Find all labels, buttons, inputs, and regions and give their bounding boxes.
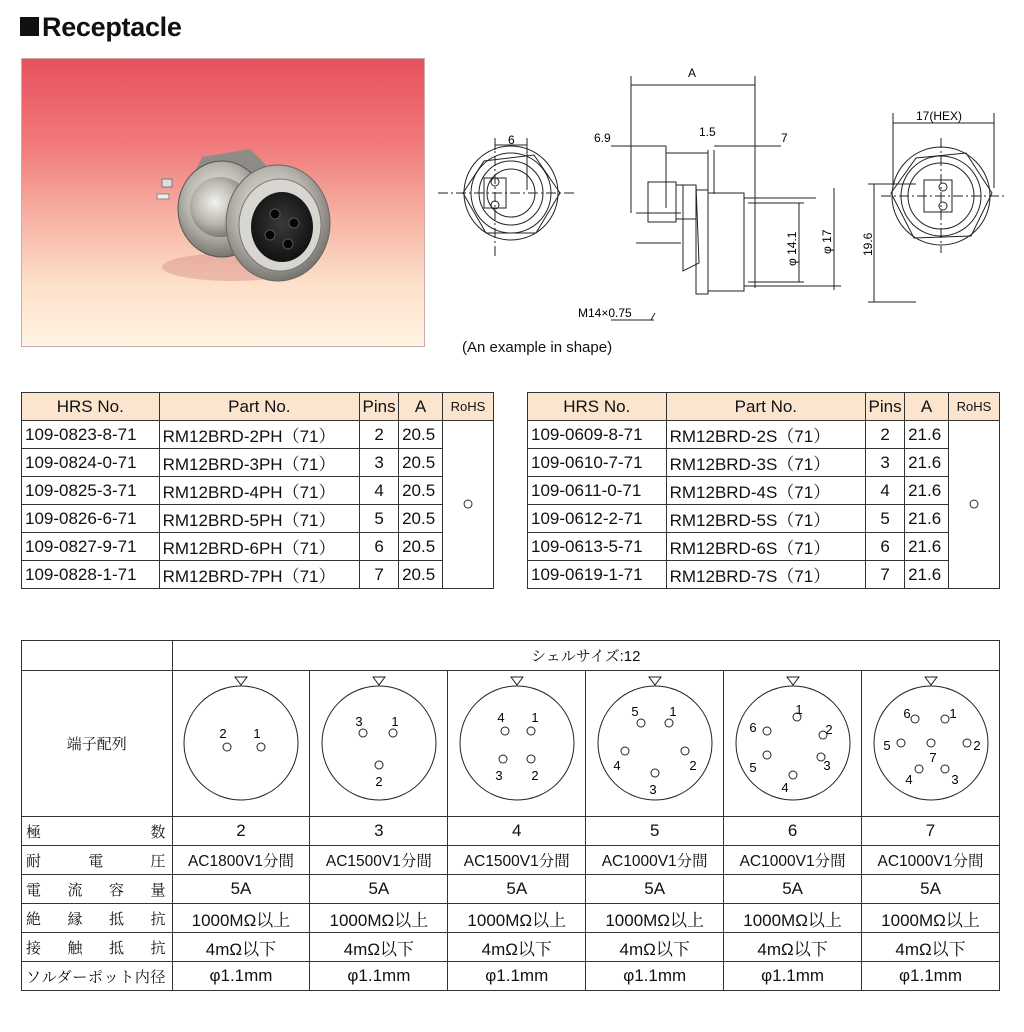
pin-contact (637, 719, 645, 727)
pin-contact (223, 743, 231, 751)
spec-value-cell: 4mΩ以下 (586, 933, 724, 962)
dim-a-label: A (688, 66, 697, 80)
pin-number-label: 2 (219, 726, 227, 741)
table-row (528, 533, 1000, 561)
shell-outline (736, 686, 850, 800)
dim-a-cell: 21.6 (905, 449, 949, 477)
spec-value-cell: 2 (172, 817, 310, 846)
pin-layout-diagram (725, 671, 861, 811)
pin-layout-cell (448, 671, 586, 817)
table-row (22, 421, 494, 449)
plug-part-table (21, 392, 494, 589)
pins-cell: 4 (866, 477, 905, 505)
dim-a-cell: 20.5 (399, 449, 443, 477)
pin-contact (389, 729, 397, 737)
part-no-cell: RM12BRD-3S（71） (666, 449, 866, 477)
spec-row-label: ソルダーポット内径 (22, 962, 173, 991)
pin-contact (499, 755, 507, 763)
pin-number-label: 5 (748, 760, 757, 775)
key-mark-icon (373, 677, 385, 685)
spec-value-cell: 5A (448, 875, 586, 904)
hrs-no-cell: 109-0825-3-71 (22, 477, 160, 505)
spec-row (22, 817, 1000, 846)
hex-front-view (463, 155, 560, 233)
spec-value-cell: φ1.1mm (862, 962, 1000, 991)
key-mark-icon (925, 677, 937, 685)
receptacle-image (22, 59, 424, 346)
dim-6-9-label: 6.9 (594, 131, 611, 145)
spec-value-cell: 5A (310, 875, 448, 904)
pin-contact (789, 771, 797, 779)
dim-a-cell: 20.5 (399, 561, 443, 589)
pin-number-label: 1 (391, 714, 399, 729)
pin-layout-cell (862, 671, 1000, 817)
rohs-compliant-mark: ○ (443, 421, 494, 589)
spec-value-cell: 7 (862, 817, 1000, 846)
key-mark-icon (787, 677, 799, 685)
pin-number-label: 5 (631, 704, 639, 719)
table-row (22, 505, 494, 533)
pin-number-label: 7 (928, 750, 937, 765)
pins-cell: 6 (866, 533, 905, 561)
spec-value-cell: 5A (172, 875, 310, 904)
header-hrs-no: HRS No. (22, 393, 160, 421)
pin-number-label: 2 (375, 774, 383, 789)
header-part-no: Part No. (666, 393, 866, 421)
table-row (528, 449, 1000, 477)
pin-number-label: 2 (972, 738, 981, 753)
pin-number-label: 1 (948, 706, 957, 721)
shell-outline (460, 686, 574, 800)
dim-a-cell: 21.6 (905, 533, 949, 561)
pin-number-label: 1 (669, 704, 677, 719)
dim-hex-label: 17(HEX) (916, 109, 963, 123)
spec-value-cell: 1000MΩ以上 (172, 904, 310, 933)
dim-a-cell: 20.5 (399, 421, 443, 449)
pin-number-label: 1 (253, 726, 261, 741)
pin-contact (681, 747, 689, 755)
header-part-no: Part No. (159, 393, 360, 421)
spec-value-cell: 5A (586, 875, 724, 904)
part-no-cell: RM12BRD-7S（71） (666, 561, 866, 589)
pins-cell: 3 (866, 449, 905, 477)
pins-cell: 5 (360, 505, 399, 533)
spec-value-cell: 5A (862, 875, 1000, 904)
spec-value-cell: 3 (310, 817, 448, 846)
dim-a-cell: 20.5 (399, 477, 443, 505)
hrs-no-cell: 109-0609-8-71 (528, 421, 667, 449)
dim-a-cell: 20.5 (399, 505, 443, 533)
pin-contact (963, 739, 971, 747)
pin-contact (665, 719, 673, 727)
hrs-no-cell: 109-0826-6-71 (22, 505, 160, 533)
part-no-cell: RM12BRD-3PH（71） (159, 449, 360, 477)
spec-value-cell: 5 (586, 817, 724, 846)
pin-number-label: 1 (794, 702, 803, 717)
dim-6-label: 6 (508, 133, 515, 147)
table-row (22, 561, 494, 589)
spec-value-cell: 1000MΩ以上 (448, 904, 586, 933)
header-rohs: RoHS (443, 393, 494, 421)
pin-layout-diagram (863, 671, 999, 811)
spec-value-cell: 4mΩ以下 (862, 933, 1000, 962)
pin-number-label: 4 (904, 772, 913, 787)
header-pins: Pins (866, 393, 905, 421)
spec-value-cell: φ1.1mm (586, 962, 724, 991)
hrs-no-cell: 109-0824-0-71 (22, 449, 160, 477)
hrs-no-cell: 109-0828-1-71 (22, 561, 160, 589)
pin-layout-label: 端子配列 (22, 671, 173, 817)
spec-row (22, 933, 1000, 962)
drawing-caption: (An example in shape) (462, 339, 613, 356)
spec-value-cell: 1000MΩ以上 (862, 904, 1000, 933)
key-mark-icon (511, 677, 523, 685)
spec-row-label: 絶縁抵抗 (22, 904, 173, 933)
spec-table (21, 640, 1000, 991)
pin-number-label: 5 (882, 738, 891, 753)
dim-a-cell: 21.6 (905, 477, 949, 505)
spec-value-cell: φ1.1mm (448, 962, 586, 991)
header-rohs: RoHS (949, 393, 1000, 421)
hrs-no-cell: 109-0613-5-71 (528, 533, 667, 561)
pin-layout-cell (724, 671, 862, 817)
spec-row (22, 904, 1000, 933)
pin-number-label: 3 (355, 714, 363, 729)
dim-a-cell: 21.6 (905, 505, 949, 533)
table-row (22, 533, 494, 561)
spec-row-label: 耐電圧 (22, 846, 173, 875)
pin-number-label: 2 (531, 768, 539, 783)
spec-value-cell: 4mΩ以下 (724, 933, 862, 962)
dim-1-5-label: 1.5 (699, 125, 716, 139)
pin-layout-diagram (173, 671, 309, 811)
pin-number-label: 3 (950, 772, 959, 787)
header-a: A (905, 393, 949, 421)
pin-number-label: 3 (822, 758, 831, 773)
pin-layout-diagram (311, 671, 447, 811)
spec-row-label: 接触抵抗 (22, 933, 173, 962)
spec-value-cell: 1000MΩ以上 (310, 904, 448, 933)
part-no-cell: RM12BRD-6PH（71） (159, 533, 360, 561)
pin-layout-diagram (449, 671, 585, 811)
square-bullet-icon (20, 17, 39, 36)
pin-contact (927, 739, 935, 747)
dim-a-cell: 20.5 (399, 533, 443, 561)
pin-number-label: 2 (824, 722, 833, 737)
pin-number-label: 1 (531, 710, 539, 725)
part-no-cell: RM12BRD-6S（71） (666, 533, 866, 561)
header-hrs-no: HRS No. (528, 393, 667, 421)
table-row (528, 477, 1000, 505)
spec-value-cell: 4mΩ以下 (448, 933, 586, 962)
part-no-cell: RM12BRD-2S（71） (666, 421, 866, 449)
spec-value-cell: AC1000V1分間 (586, 846, 724, 875)
table-row (22, 477, 494, 505)
spec-value-cell: AC1000V1分間 (862, 846, 1000, 875)
pins-cell: 2 (866, 421, 905, 449)
hrs-no-cell: 109-0619-1-71 (528, 561, 667, 589)
header-a: A (399, 393, 443, 421)
spec-value-cell: 4 (448, 817, 586, 846)
dim-a-cell: 21.6 (905, 561, 949, 589)
pin-contact (527, 727, 535, 735)
pin-contact (527, 755, 535, 763)
pin-contact (911, 715, 919, 723)
table-row (22, 449, 494, 477)
pins-cell: 4 (360, 477, 399, 505)
pin-contact (375, 761, 383, 769)
pin-number-label: 2 (689, 758, 697, 773)
pins-cell: 7 (360, 561, 399, 589)
shell-outline (184, 686, 298, 800)
spec-value-cell: AC1500V1分間 (448, 846, 586, 875)
spec-row-label: 電流容量 (22, 875, 173, 904)
pin-contact (941, 715, 949, 723)
hrs-no-cell: 109-0611-0-71 (528, 477, 667, 505)
table-row (528, 505, 1000, 533)
thread-label: M14×0.75 (578, 306, 632, 320)
pin-contact (915, 765, 923, 773)
receptacle-part-table (527, 392, 1000, 589)
spec-value-cell: φ1.1mm (172, 962, 310, 991)
pin-contact (763, 751, 771, 759)
spec-corner (22, 641, 173, 671)
pin-number-label: 4 (613, 758, 621, 773)
rohs-compliant-mark: ○ (949, 421, 1000, 589)
spec-row (22, 875, 1000, 904)
dim-phi-14-1-label: φ 14.1 (785, 231, 799, 266)
pins-cell: 5 (866, 505, 905, 533)
pin-number-label: 6 (902, 706, 911, 721)
spec-value-cell: 4mΩ以下 (310, 933, 448, 962)
pin-layout-diagram (587, 671, 723, 811)
pin-number-label: 6 (748, 720, 757, 735)
pins-cell: 6 (360, 533, 399, 561)
key-mark-icon (649, 677, 661, 685)
part-no-cell: RM12BRD-2PH（71） (159, 421, 360, 449)
part-no-cell: RM12BRD-5PH（71） (159, 505, 360, 533)
dim-phi-17-label: φ 17 (820, 229, 834, 254)
pin-number-label: 3 (495, 768, 503, 783)
product-photo (21, 58, 425, 347)
pins-cell: 7 (866, 561, 905, 589)
part-no-cell: RM12BRD-4PH（71） (159, 477, 360, 505)
pin-layout-cell (172, 671, 310, 817)
pin-layout-cell (586, 671, 724, 817)
pin-contact (621, 747, 629, 755)
pin-contact (897, 739, 905, 747)
spec-value-cell: 1000MΩ以上 (586, 904, 724, 933)
dim-7-label: 7 (781, 131, 788, 145)
dim-19-6-label: 19.6 (861, 232, 875, 256)
spec-value-cell: AC1000V1分間 (724, 846, 862, 875)
pin-number-label: 4 (780, 780, 789, 795)
pin-contact (501, 727, 509, 735)
spec-value-cell: 5A (724, 875, 862, 904)
part-no-cell: RM12BRD-4S（71） (666, 477, 866, 505)
spec-row-label: 極数 (22, 817, 173, 846)
hrs-no-cell: 109-0823-8-71 (22, 421, 160, 449)
header-pins: Pins (360, 393, 399, 421)
pin-contact (359, 729, 367, 737)
pin-contact (257, 743, 265, 751)
dimension-drawing (436, 58, 1016, 323)
shell-size-header: シェルサイズ:12 (172, 641, 999, 671)
page-title: Receptacle (20, 12, 182, 43)
pin-contact (763, 727, 771, 735)
pins-cell: 3 (360, 449, 399, 477)
spec-row (22, 846, 1000, 875)
spec-value-cell: 4mΩ以下 (172, 933, 310, 962)
spec-value-cell: φ1.1mm (310, 962, 448, 991)
key-mark-icon (235, 677, 247, 685)
table-row (528, 421, 1000, 449)
hrs-no-cell: 109-0612-2-71 (528, 505, 667, 533)
table-row (528, 561, 1000, 589)
spec-row (22, 962, 1000, 991)
spec-value-cell: AC1800V1分間 (172, 846, 310, 875)
hrs-no-cell: 109-0610-7-71 (528, 449, 667, 477)
spec-value-cell: φ1.1mm (724, 962, 862, 991)
spec-value-cell: 1000MΩ以上 (724, 904, 862, 933)
spec-value-cell: AC1500V1分間 (310, 846, 448, 875)
pin-contact (651, 769, 659, 777)
pin-layout-cell (310, 671, 448, 817)
spec-value-cell: 6 (724, 817, 862, 846)
hrs-no-cell: 109-0827-9-71 (22, 533, 160, 561)
dim-a-cell: 21.6 (905, 421, 949, 449)
pin-number-label: 3 (649, 782, 657, 797)
part-no-cell: RM12BRD-7PH（71） (159, 561, 360, 589)
pin-number-label: 4 (497, 710, 505, 725)
part-no-cell: RM12BRD-5S（71） (666, 505, 866, 533)
pins-cell: 2 (360, 421, 399, 449)
pin-contact (941, 765, 949, 773)
